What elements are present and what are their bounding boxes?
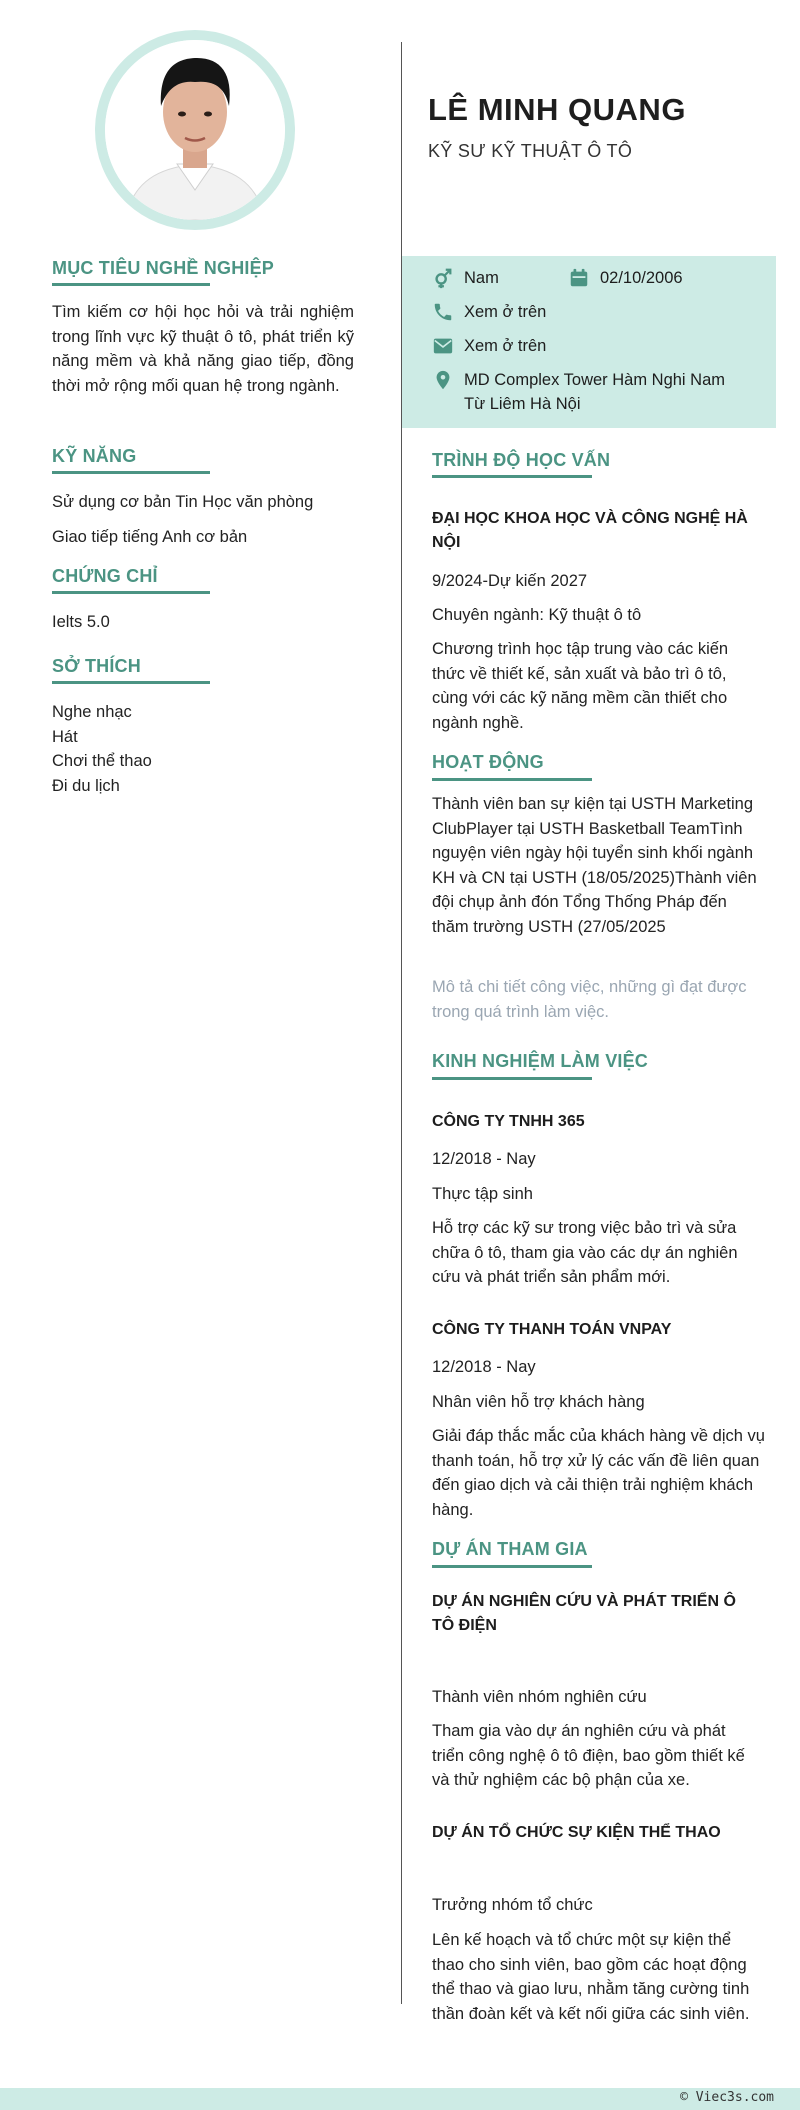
objective-underline	[52, 283, 210, 286]
footer-credit: © Viec3s.com	[680, 2090, 774, 2105]
hobby-item: Đi du lịch	[52, 777, 120, 795]
contact-email	[432, 334, 546, 358]
avatar	[95, 30, 295, 230]
email-icon	[432, 335, 454, 357]
contact-panel	[402, 256, 776, 428]
job-position: Thực tập sinh	[432, 1185, 533, 1203]
activities-text: Thành viên ban sự kiện tại USTH Marketing ClubPlayer tại USTH Basketball TeamTình nguyện viên ngày hội tuyển sinh khối ngành KH và CN tại USTH (18/05/2025)Thành viên đội chụp ảnh đón Tổng Thống Pháp đến thăm trường USTH (27/05/2025	[432, 795, 757, 936]
job-period: 12/2018 - Nay	[432, 1150, 536, 1168]
skill-item: Sử dụng cơ bản Tin Học văn phòng	[52, 493, 314, 511]
project-description: Tham gia vào dự án nghiên cứu và phát triển công nghệ ô tô điện, bao gồm thiết kế và thử nghiệm các bộ phận của xe.	[432, 1722, 745, 1789]
education-school: ĐẠI HỌC KHOA HỌC VÀ CÔNG NGHỆ HÀ NỘI	[432, 510, 748, 551]
birthday-value: 02/10/2006	[600, 269, 683, 287]
experience-underline	[432, 1077, 592, 1080]
project-role: Thành viên nhóm nghiên cứu	[432, 1688, 647, 1706]
profile-name: LÊ MINH QUANG	[428, 92, 686, 127]
job-description: Hỗ trợ các kỹ sư trong việc bảo trì và sửa chữa ô tô, tham gia vào các dự án nghiên cứu và phát triển sản phẩm mới.	[432, 1219, 738, 1286]
education-description: Chương trình học tập trung vào các kiến thức về thiết kế, sản xuất và bảo trì ô tô, cùng với các kỹ năng mềm cần thiết cho ngành nghề.	[432, 640, 729, 732]
location-icon	[432, 369, 454, 391]
phone-icon	[432, 301, 454, 323]
project-description: Lên kế hoạch và tổ chức một sự kiện thể thao cho sinh viên, bao gồm các hoạt động thể thao và giao lưu, nhằm tăng cường tinh thần đoàn kết và kết nối giữa các sinh viên.	[432, 1931, 750, 2023]
education-heading: TRÌNH ĐỘ HỌC VẤN	[432, 450, 611, 470]
activities-heading: HOẠT ĐỘNG	[432, 752, 544, 772]
job-position: Nhân viên hỗ trợ khách hàng	[432, 1393, 645, 1411]
objective-heading: MỤC TIÊU NGHỀ NGHIỆP	[52, 258, 275, 278]
hobby-item: Chơi thể thao	[52, 752, 152, 770]
projects-heading: DỰ ÁN THAM GIA	[432, 1539, 588, 1559]
projects-underline	[432, 1565, 592, 1568]
skills-heading: KỸ NĂNG	[52, 446, 137, 466]
objective-text: Tìm kiếm cơ hội học hỏi và trải nghiệm trong lĩnh vực kỹ thuật ô tô, phát triển kỹ năng mềm và khả năng giao tiếp, đồng thời mở rộng mối quan hệ trong ngành.	[52, 303, 354, 395]
contact-address	[432, 368, 732, 416]
address-value: MD Complex Tower Hàm Nghi Nam Từ Liêm Hà Nội	[464, 371, 726, 413]
education-underline	[432, 475, 592, 478]
email-value: Xem ở trên	[464, 337, 547, 355]
project-name: DỰ ÁN NGHIÊN CỨU VÀ PHÁT TRIỂN Ô TÔ ĐIỆN	[432, 1593, 736, 1634]
job-company: CÔNG TY TNHH 365	[432, 1113, 585, 1130]
gender-value: Nam	[464, 269, 499, 287]
avatar-photo	[105, 40, 285, 220]
hobby-item: Hát	[52, 728, 78, 746]
education-period: 9/2024-Dự kiến 2027	[432, 572, 588, 590]
skill-item: Giao tiếp tiếng Anh cơ bản	[52, 528, 248, 546]
job-company: CÔNG TY THANH TOÁN VNPAY	[432, 1321, 672, 1338]
contact-birthday	[568, 266, 683, 290]
profile-title: KỸ SƯ KỸ THUẬT Ô TÔ	[428, 141, 633, 161]
activities-underline	[432, 778, 592, 781]
skills-underline	[52, 471, 210, 474]
job-description: Giải đáp thắc mắc của khách hàng về dịch vụ thanh toán, hỗ trợ xử lý các vấn đề liên quan đến giao dịch và cải thiện trải nghiệm khách hàng.	[432, 1427, 765, 1519]
education-major: Chuyên ngành: Kỹ thuật ô tô	[432, 606, 642, 624]
certificate-item: Ielts 5.0	[52, 613, 110, 631]
hobby-item: Nghe nhạc	[52, 703, 132, 721]
contact-phone	[432, 300, 546, 324]
hobbies-underline	[52, 681, 210, 684]
certificates-heading: CHỨNG CHỈ	[52, 566, 158, 586]
experience-heading: KINH NGHIỆM LÀM VIỆC	[432, 1051, 649, 1071]
activities-placeholder: Mô tả chi tiết công việc, những gì đạt được trong quá trình làm việc.	[432, 978, 747, 1021]
calendar-icon	[568, 267, 590, 289]
project-role: Trưởng nhóm tổ chức	[432, 1896, 593, 1914]
certificates-underline	[52, 591, 210, 594]
job-period: 12/2018 - Nay	[432, 1358, 536, 1376]
phone-value: Xem ở trên	[464, 303, 547, 321]
contact-gender	[432, 266, 499, 290]
hobbies-heading: SỞ THÍCH	[52, 656, 141, 676]
project-name: DỰ ÁN TỔ CHỨC SỰ KIỆN THỂ THAO	[432, 1824, 721, 1841]
gender-icon	[432, 267, 454, 289]
